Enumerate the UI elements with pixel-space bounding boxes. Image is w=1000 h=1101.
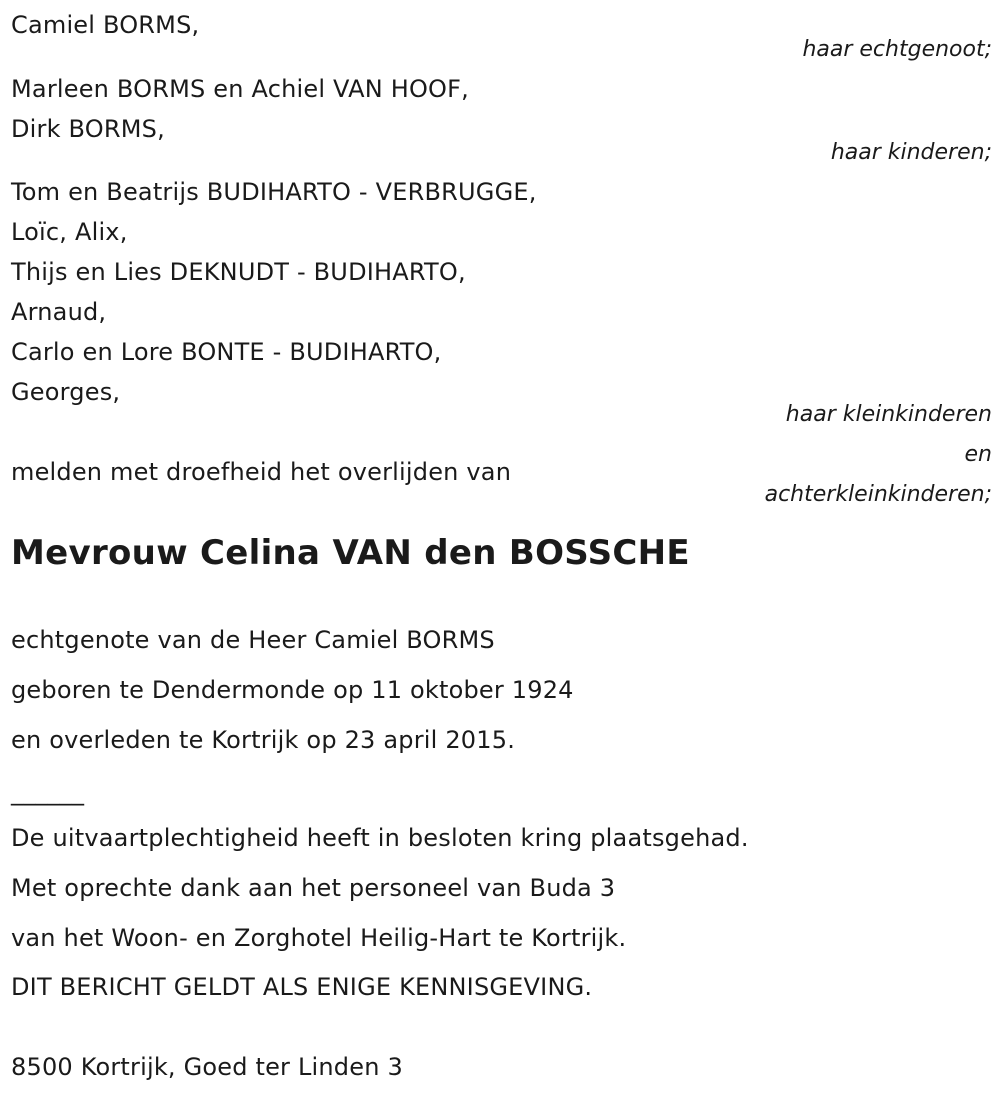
grandchildren-role: en bbox=[964, 442, 992, 467]
grandchildren-role: achterkleinkinderen; bbox=[764, 482, 992, 507]
children-role: haar kinderen; bbox=[830, 140, 992, 165]
address: 8500 Kortrijk, Goed ter Linden 3 bbox=[11, 1053, 403, 1081]
spouse-name: Camiel BORMS, bbox=[11, 11, 200, 39]
spouse-role: haar echtgenoot; bbox=[802, 37, 992, 62]
separator: ______ bbox=[11, 778, 85, 806]
grandchildren-role: haar kleinkinderen bbox=[785, 402, 992, 427]
detail-line: en overleden te Kortrijk op 23 april 2015. bbox=[11, 726, 516, 754]
grandchild-line: Loïc, Alix, bbox=[11, 218, 128, 246]
closing-line: De uitvaartplechtigheid heeft in besloten kring plaatsgehad. bbox=[11, 824, 749, 852]
grandchild-line: Georges, bbox=[11, 378, 121, 406]
child-line: Dirk BORMS, bbox=[11, 115, 165, 143]
child-line: Marleen BORMS en Achiel VAN HOOF, bbox=[11, 75, 469, 103]
announcement-text: melden met droefheid het overlijden van bbox=[11, 458, 512, 486]
closing-line: DIT BERICHT GELDT ALS ENIGE KENNISGEVING. bbox=[11, 973, 593, 1001]
closing-line: Met oprechte dank aan het personeel van Buda 3 bbox=[11, 874, 616, 902]
detail-line: geboren te Dendermonde op 11 oktober 1924 bbox=[11, 676, 574, 704]
detail-line: echtgenote van de Heer Camiel BORMS bbox=[11, 626, 495, 654]
grandchild-line: Tom en Beatrijs BUDIHARTO - VERBRUGGE, bbox=[11, 178, 537, 206]
grandchild-line: Carlo en Lore BONTE - BUDIHARTO, bbox=[11, 338, 442, 366]
deceased-name: Mevrouw Celina VAN den BOSSCHE bbox=[11, 533, 690, 573]
closing-line: van het Woon- en Zorghotel Heilig-Hart te Kortrijk. bbox=[11, 924, 627, 952]
grandchild-line: Arnaud, bbox=[11, 298, 107, 326]
grandchild-line: Thijs en Lies DEKNUDT - BUDIHARTO, bbox=[11, 258, 466, 286]
